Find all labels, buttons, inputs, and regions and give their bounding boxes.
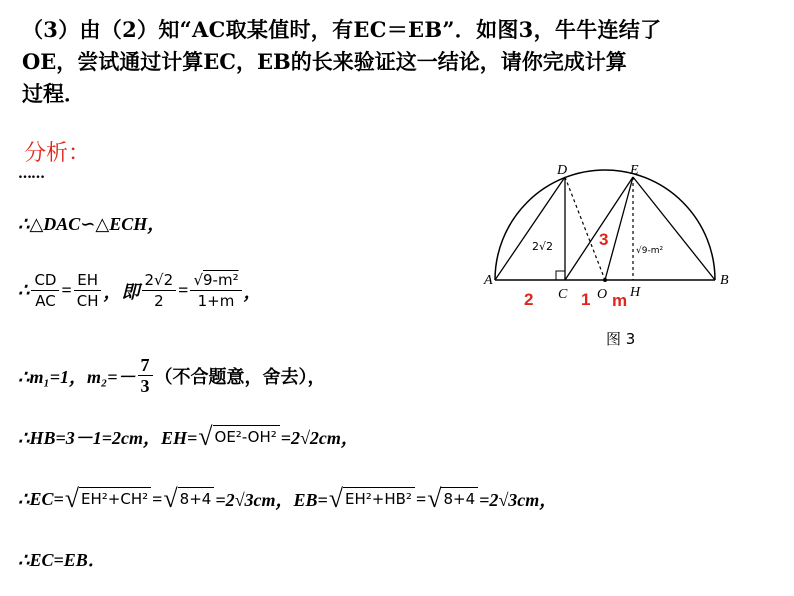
fraction-numerator: 7 xyxy=(138,355,153,376)
step-ec-eb xyxy=(18,486,557,512)
label-dc-length: 2√2 xyxy=(532,240,554,253)
radicand: EH²+HB² xyxy=(343,487,415,511)
radicand: 8+4 xyxy=(178,487,215,511)
step-hb-eh xyxy=(18,424,359,450)
step-proportion: ∴ $\frac{CD}{AC}$ = $\frac{EH}{CH}$ ，即 $\frac{2√2}{2}$ = $\frac{\text{√9-m²}}{1+m}$ ， xyxy=(18,271,262,310)
step-conclusion xyxy=(18,546,106,572)
fraction-numerator: √9-m² xyxy=(190,270,241,291)
step-similar-triangles xyxy=(18,210,165,236)
semicircle-arc xyxy=(495,170,715,280)
label-c: C xyxy=(558,287,568,302)
label-b: B xyxy=(720,273,729,288)
label-eh-length: √9-m² xyxy=(636,246,664,256)
step-1-text: ∴△DAC∽△ECH， xyxy=(18,214,166,234)
analysis-label: 分析： xyxy=(24,141,91,166)
therefore-symbol: ∴ xyxy=(18,280,30,300)
step-3-note: （不合题意，舍去）， xyxy=(154,366,326,387)
figure-caption: 图 3 xyxy=(606,330,636,348)
step-5-end: =2√3cm， xyxy=(479,490,558,510)
problem-line-3: 过程． xyxy=(22,81,85,106)
step-4-result: =2√2cm， xyxy=(280,428,359,448)
fraction-denominator: 1+m xyxy=(197,292,235,310)
equals-sign: = xyxy=(415,488,427,509)
right-angle-mark xyxy=(556,271,565,280)
label-o: O xyxy=(597,287,608,302)
problem-statement xyxy=(22,14,782,110)
fraction-eh-ch xyxy=(74,270,102,311)
radical-8-4: √ 8+4 xyxy=(163,487,214,511)
label-d: D xyxy=(557,163,568,178)
radicand: EH²+CH² xyxy=(79,487,151,511)
step-3-text: ∴m₁=1，m₂=－ xyxy=(18,366,136,387)
step-2-connector: ，即 xyxy=(103,281,140,302)
red-label-2: 2 xyxy=(524,290,534,309)
fraction-denominator: 3 xyxy=(140,376,150,396)
problem-line-1: （3）由（2）知“AC取某值时，有EC＝EB”．如图3，牛牛连结了 xyxy=(22,17,662,42)
geometry-figure xyxy=(470,150,730,360)
radical-8-4: √ 8+4 xyxy=(427,487,478,511)
center-point xyxy=(603,278,607,282)
red-label-m: m xyxy=(612,291,628,310)
radicand: 9-m² xyxy=(641,246,664,256)
red-label-1: 1 xyxy=(581,290,591,309)
radicand: OE²-OH² xyxy=(213,425,280,449)
segment-ce xyxy=(565,177,633,280)
label-e: E xyxy=(630,163,639,178)
fraction-denominator: CH xyxy=(76,292,99,310)
equals-sign: = xyxy=(152,488,163,509)
ellipsis: …… xyxy=(18,166,44,182)
radicand: 9-m² xyxy=(203,271,239,289)
radical-eh-ch: √ EH²+CH² xyxy=(65,487,151,511)
fraction-denominator: AC xyxy=(35,292,56,310)
step-solutions xyxy=(18,355,326,396)
step-4-text: ∴HB=3－1=2cm，EH= xyxy=(18,428,198,448)
fraction-denominator: 2 xyxy=(154,292,164,310)
fraction-numerator: CD xyxy=(31,270,59,291)
red-label-3: 3 xyxy=(599,230,609,249)
fraction-root-over-1m xyxy=(190,270,241,311)
problem-line-2: OE，尝试通过计算EC，EB的长来验证这一结论，请你完成计算 xyxy=(22,49,627,74)
step-2-end: ， xyxy=(243,281,262,302)
fraction-numerator: 2√2 xyxy=(142,270,177,291)
radical-oe-oh: √ OE²-OH² xyxy=(198,425,280,449)
segment-ad xyxy=(495,177,565,280)
radical-eh-hb: √ EH²+HB² xyxy=(329,487,415,511)
step-5-middle: =2√3cm，EB= xyxy=(215,490,328,510)
fraction-2root2-2 xyxy=(142,270,177,311)
label-a: A xyxy=(484,273,493,288)
fraction-cd-ac xyxy=(31,270,59,311)
segment-oe xyxy=(605,177,633,280)
step-6-text: ∴EC=EB． xyxy=(18,550,106,570)
fraction-7-3 xyxy=(138,355,153,396)
radicand: 8+4 xyxy=(441,487,478,511)
step-5-text: ∴EC= xyxy=(18,488,64,509)
fraction-numerator: EH xyxy=(74,270,101,291)
label-h: H xyxy=(630,285,641,300)
